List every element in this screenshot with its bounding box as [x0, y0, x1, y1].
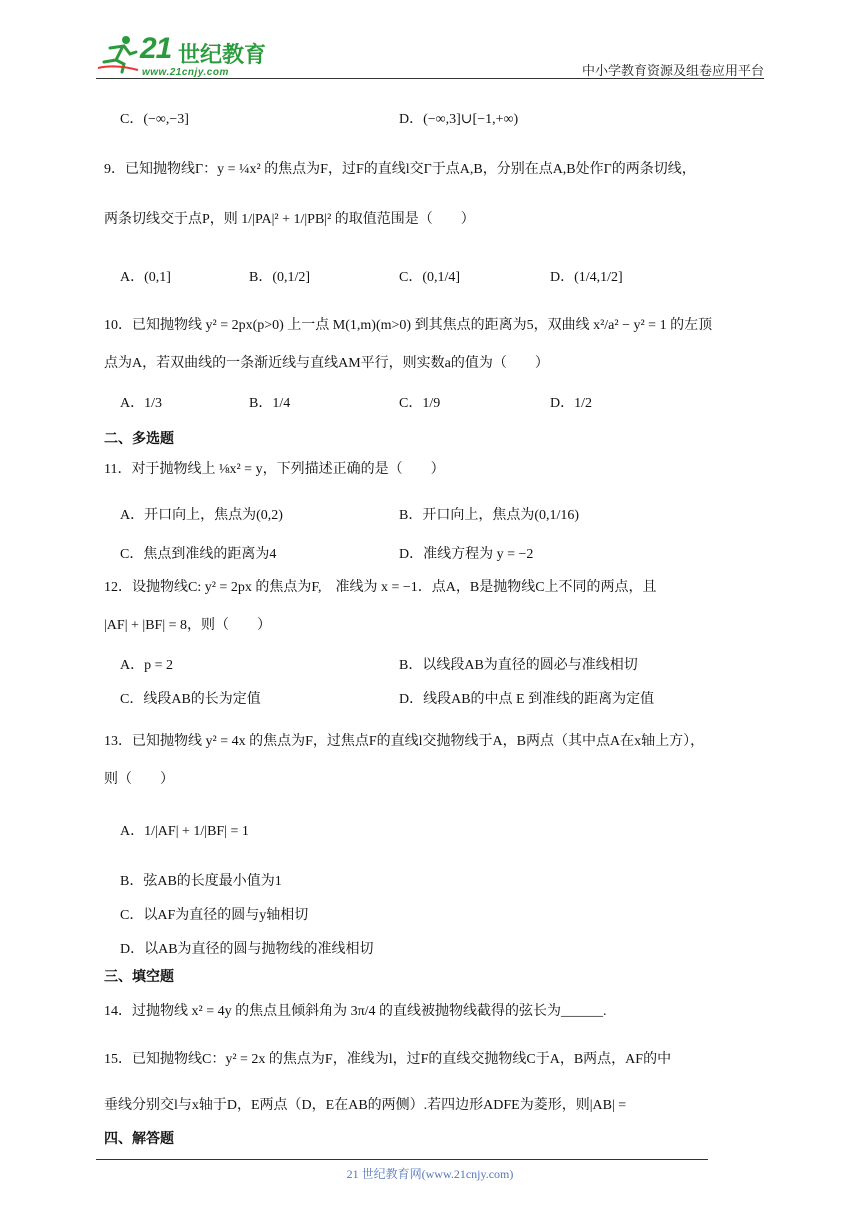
logo-url: www.21cnjy.com [142, 67, 229, 78]
logo-number: 21 [140, 32, 172, 65]
q13-option-c: C．以AF为直径的圆与y轴相切 [120, 908, 309, 923]
q9-option-b: B．(0,1/2] [249, 270, 311, 285]
section-solutions: 四、解答题 [104, 1131, 174, 1147]
q8-option-d: D．(−∞,3]∪[−1,+∞) [399, 112, 519, 127]
runner-icon [96, 34, 140, 74]
q11-option-d: D．准线方程为 y = −2 [399, 547, 534, 562]
q12-stem-line2: |AF| + |BF| = 8，则（ ） [104, 618, 272, 633]
section-multiple-choice: 二、多选题 [104, 431, 174, 447]
q10-stem-line1: 10．已知抛物线 y² = 2px(p>0) 上一点 M(1,m)(m>0) 到其焦点的距离为5，双曲线 x²/a² − y² = 1 的左顶 [104, 318, 713, 333]
logo-text: 世纪教育 [178, 43, 267, 68]
q13-stem-line2: 则（ ） [104, 772, 174, 787]
site-logo [96, 30, 276, 80]
q12-stem-line1: 12．设抛物线C: y² = 2px 的焦点为F, 准线为 x = −1．点A，B是抛物线C上不同的两点，且 [104, 580, 657, 595]
q12-option-a: A．p = 2 [120, 658, 174, 673]
q11-option-a: A．开口向上，焦点为(0,2) [120, 508, 283, 523]
q15-stem-line1: 15．已知抛物线C：y² = 2x 的焦点为F，准线为l，过F的直线交抛物线C于A，B两点，AF的中 [104, 1052, 672, 1067]
q9-stem-line1: 9．已知抛物线Γ：y = ¼x² 的焦点为F，过F的直线l交Γ于点A,B，分别在点A,B处作Γ的两条切线， [104, 162, 696, 177]
q10-option-d: D．1/2 [550, 396, 592, 411]
q10-option-b: B．1/4 [249, 396, 291, 411]
q9-stem-line2: 两条切线交于点P，则 1/|PA|² + 1/|PB|² 的取值范围是（ ） [104, 212, 475, 227]
footer-text: 21 世纪教育网(www.21cnjy.com) [346, 1167, 514, 1181]
platform-name: 中小学教育资源及组卷应用平台 [581, 64, 764, 79]
section-fill-blank: 三、填空题 [104, 969, 174, 985]
footer-divider [96, 1159, 708, 1160]
q9-option-d: D．(1/4,1/2] [550, 270, 623, 285]
q13-option-a: A．1/|AF| + 1/|BF| = 1 [120, 824, 249, 839]
q10-option-c: C．1/9 [399, 396, 441, 411]
q10-option-a: A．1/3 [120, 396, 162, 411]
q12-option-d: D．线段AB的中点 E 到准线的距离为定值 [399, 692, 655, 707]
q11-stem: 11．对于抛物线上 ⅛x² = y，下列描述正确的是（ ） [104, 462, 445, 477]
q9-option-a: A．(0,1] [120, 270, 171, 285]
header-divider [96, 78, 764, 79]
q8-option-c: C．(−∞,−3] [120, 112, 189, 127]
q14-stem: 14．过抛物线 x² = 4y 的焦点且倾斜角为 3π/4 的直线被抛物线截得的弦长为______. [104, 1004, 607, 1019]
q12-option-b: B．以线段AB为直径的圆必与准线相切 [399, 658, 638, 673]
q9-option-c: C．(0,1/4] [399, 270, 461, 285]
q10-stem-line2: 点为A，若双曲线的一条渐近线与直线AM平行，则实数a的值为（ ） [104, 356, 549, 371]
q11-option-b: B．开口向上，焦点为(0,1/16) [399, 508, 580, 523]
q13-stem-line1: 13．已知抛物线 y² = 4x 的焦点为F，过焦点F的直线l交抛物线于A，B两点（其中点A在x轴上方）， [104, 734, 705, 749]
q13-option-b: B．弦AB的长度最小值为1 [120, 874, 282, 889]
q13-option-d: D．以AB为直径的圆与抛物线的准线相切 [120, 942, 374, 957]
q15-stem-line2: 垂线分别交l与x轴于D，E两点（D，E在AB的两侧）.若四边形ADFE为菱形，则|AB| = [104, 1098, 627, 1113]
q12-option-c: C．线段AB的长为定值 [120, 692, 261, 707]
q11-option-c: C．焦点到准线的距离为4 [120, 547, 277, 562]
